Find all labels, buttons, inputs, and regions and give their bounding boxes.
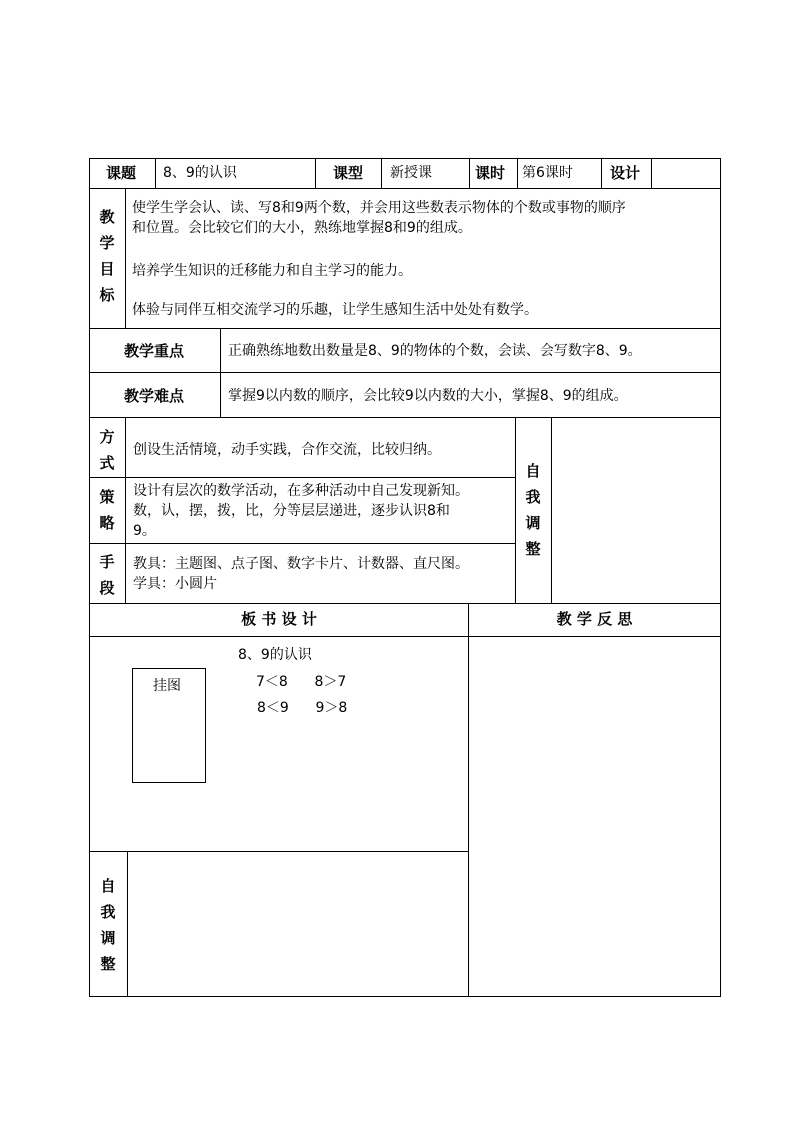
hdr-sep-5 [517,158,518,189]
methods-sep [125,417,126,604]
border-left [89,158,90,997]
period-value: 第6课时 [522,165,573,181]
border-keypoint-bottom [89,372,721,373]
goals-label: 教 学 目 标 [99,208,115,304]
period-label: 课时 [475,164,506,182]
means-line-2: 学具：小圆片 [133,576,217,592]
hdr-sep-2 [315,158,316,189]
bottom-adjust-sep [127,851,128,997]
key-point-label: 教学重点 [124,342,185,360]
difficulty-label: 教学难点 [124,387,185,405]
type-label: 课型 [333,164,364,182]
border-bottom [89,996,721,997]
border-right [720,158,721,997]
reflection-header: 教 学 反 思 [556,610,633,628]
difficulty-text: 掌握9以内数的顺序，会比较9以内数的大小，掌握8、9的组成。 [228,388,628,404]
key-sep [220,328,221,418]
strategy-line-3: 9。 [133,523,156,539]
border-goals-bottom [89,328,721,329]
border-header-bottom [89,188,721,189]
method-text: 创设生活情境，动手实践，合作交流，比较归纳。 [133,442,441,458]
hanging-chart-label: 挂图 [153,678,181,694]
methods-right-sep-2 [551,417,552,604]
board-header: 板 书 设 计 [241,610,317,628]
border-board-header-bottom [89,636,721,637]
border-top [89,158,721,159]
goals-line-2: 和位置。会比较它们的大小，熟练地掌握8和9的组成。 [132,220,472,236]
border-board-bottom [89,851,469,852]
strategy-line-1: 设计有层次的数学活动，在多种活动中自己发现新知。 [133,483,469,499]
border-methods-bottom [89,603,721,604]
means-line-1: 教具：主题图、点子图、数字卡片、计数器、直尺图。 [133,556,469,572]
goals-line-4: 体验与同伴互相交流学习的乐趣，让学生感知生活中处处有数学。 [132,302,538,318]
border-method-bottom [89,477,515,478]
border-strategy-bottom [89,543,515,544]
board-row-1: 7＜8 8＞7 [256,674,347,690]
hdr-sep-3 [381,158,382,189]
goals-line-1: 使学生学会认、读、写8和9两个数，并会用这些数表示物体的个数或事物的顺序 [132,200,626,216]
strategy-line-2: 数，认，摆，拨，比，分等层层递进，逐步认识8和 [133,503,450,519]
goals-sep [125,188,126,329]
methods-right-sep-1 [515,417,516,604]
course-label: 课题 [106,164,137,182]
methods-adjust-label: 自 我 调 整 [525,462,541,558]
hdr-sep-1 [155,158,156,189]
key-point-text: 正确熟练地数出数量是8、9的物体的个数，会读、会写数字8、9。 [228,343,642,359]
hdr-sep-7 [651,158,652,189]
course-value: 8、9的认识 [163,165,237,181]
hdr-sep-6 [601,158,602,189]
goals-line-3: 培养学生知识的迁移能力和自主学习的能力。 [132,263,412,279]
hdr-sep-4 [469,158,470,189]
type-value: 新授课 [390,165,432,181]
means-label: 手 段 [99,553,115,597]
border-difficulty-bottom [89,417,721,418]
method-label: 方 式 [99,428,115,472]
board-row-2: 8＜9 9＞8 [257,700,348,716]
design-label: 设计 [610,164,641,182]
strategy-label: 策 略 [99,488,115,532]
board-reflection-sep [468,603,469,997]
bottom-adjust-label: 自 我 调 整 [100,877,116,973]
board-title: 8、9的认识 [238,647,312,663]
